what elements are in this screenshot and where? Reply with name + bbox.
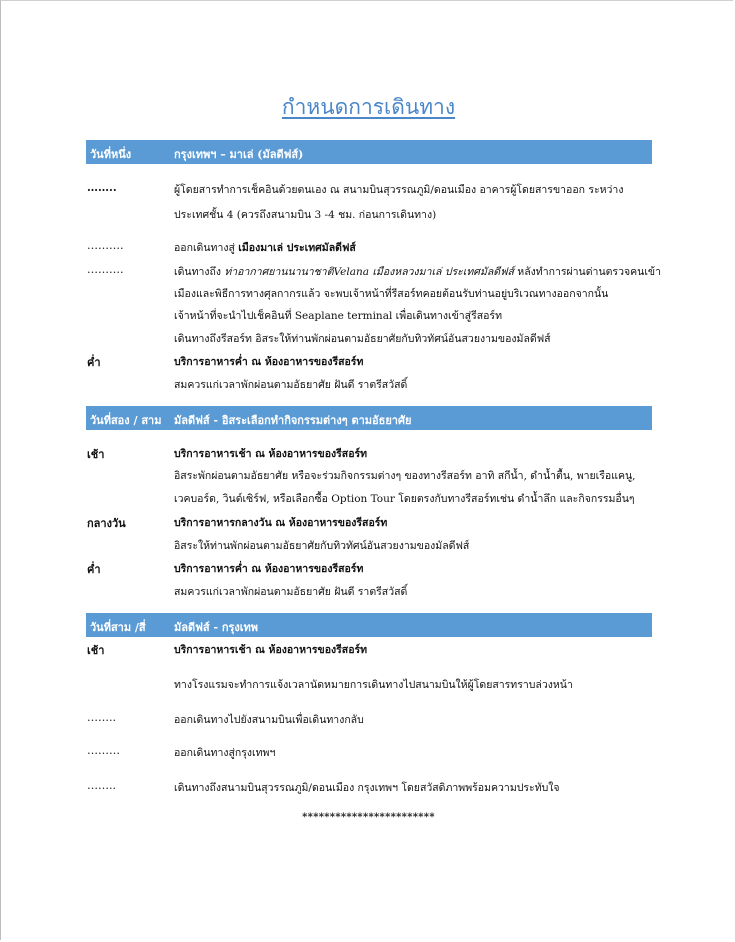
day-header-2	[86, 406, 652, 430]
time-label: กลางวัน	[87, 517, 126, 530]
itinerary-text: ออกเดินทางสู่กรุงเทพฯ	[174, 747, 276, 759]
itinerary-text: สมควรแก่เวลาพักผ่อนตามอัธยาศัย ฝันดี ราตรีสวัสดิ์	[174, 379, 408, 391]
text-part: ออกเดินทางสู่	[174, 242, 239, 254]
text-part: หลังทำการผ่านด่านตรวจคนเข้า	[513, 266, 661, 278]
itinerary-text: ทางโรงแรมจะทำการแจ้งเวลานัดหมายการเดินทางไปสนามบินให้ผู้โดยสารทราบล่วงหน้า	[174, 679, 573, 691]
day-title: มัลดีฟส์ - กรุงเทพ	[174, 621, 259, 634]
itinerary-text: ผู้โดยสารทำการเช็คอินด้วยตนเอง ณ สนามบินสุวรรณภูมิ/ดอนเมือง อาคารผู้โดยสารขาออก ระหว่าง	[174, 184, 624, 196]
time-label: ……..	[87, 181, 117, 194]
itinerary-text: อิสระพักผ่อนตามอัธยาศัย หรือจะร่วมกิจกรรมต่างๆ ของทางรีสอร์ท อาทิ สกีน้ำ, ดำน้ำตื้น, พายเรือแคนู,	[174, 470, 636, 482]
meal-text: บริการอาหารค่ำ ณ ห้องอาหารของรีสอร์ท	[174, 356, 364, 368]
time-label: ……..	[87, 779, 116, 792]
day-title: มัลดีฟส์ - อิสระเลือกทำกิจกรรมต่างๆ ตามอัธยาศัย	[174, 414, 412, 427]
itinerary-text: อิสระให้ท่านพักผ่อนตามอัธยาศัยกับทิวทัศน์อันสวยงามของมัลดีฟส์	[174, 540, 470, 552]
day-label: วันที่สอง / สาม	[90, 414, 162, 427]
time-label: ………	[87, 744, 120, 757]
time-label: ……..	[87, 711, 116, 724]
text-part: เดินทางถึง	[174, 266, 225, 278]
itinerary-text: เวคบอร์ด, วินด์เซิร์ฟ, หรือเลือกซื้อ Option Tour โดยตรงกับทางรีสอร์ทเช่น ดำน้ำลึก และกิจกรรมอื่นๆ	[174, 493, 635, 505]
itinerary-text: เจ้าหน้าที่จะนำไปเช็คอินที่ Seaplane terminal เพื่อเดินทางเข้าสู่รีสอร์ท	[174, 310, 502, 322]
time-label: เช้า	[87, 448, 105, 461]
itinerary-text: สมควรแก่เวลาพักผ่อนตามอัธยาศัย ฝันดี ราตรีสวัสดิ์	[174, 586, 408, 598]
itinerary-text	[174, 263, 661, 280]
day-label: วันที่สาม /สี่	[90, 621, 146, 634]
time-label: ค่ำ	[87, 356, 101, 369]
itinerary-text: ออกเดินทางไปยังสนามบินเพื่อเดินทางกลับ	[174, 714, 364, 726]
destination-text: เมืองมาเล่ ประเทศมัลดีฟส์	[238, 242, 356, 254]
time-label: ค่ำ	[87, 563, 101, 576]
itinerary-text	[174, 239, 356, 256]
day-header-3	[86, 613, 652, 637]
time-label: ……….	[87, 239, 124, 252]
meal-text: บริการอาหารกลางวัน ณ ห้องอาหารของรีสอร์ท	[174, 517, 388, 529]
time-label: เช้า	[87, 644, 105, 657]
meal-text: บริการอาหารเช้า ณ ห้องอาหารของรีสอร์ท	[174, 644, 368, 656]
day-title: กรุงเทพฯ – มาเล่ (มัลดีฟส์)	[174, 148, 304, 161]
itinerary-text: เดินทางถึงสนามบินสุวรรณภูมิ/ดอนเมือง กรุงเทพฯ โดยสวัสดิภาพพร้อมความประทับใจ	[174, 782, 560, 794]
footer-divider: ************************	[302, 812, 435, 823]
day-header-1	[86, 140, 652, 164]
itinerary-text: เมืองและพิธีการทางศุลกากรแล้ว จะพบเจ้าหน้าที่รีสอร์ทคอยต้อนรับท่านอยู่บริเวณทางออกจากนั้น	[174, 288, 609, 300]
page-title: กำหนดการเดินทาง	[281, 95, 456, 119]
itinerary-text: ประเทศชั้น 4 (ควรถึงสนามบิน 3 -4 ชม. ก่อนการเดินทาง)	[174, 209, 437, 221]
meal-text: บริการอาหารเช้า ณ ห้องอาหารของรีสอร์ท	[174, 448, 368, 460]
meal-text: บริการอาหารค่ำ ณ ห้องอาหารของรีสอร์ท	[174, 563, 364, 575]
itinerary-text: เดินทางถึงรีสอร์ท อิสระให้ท่านพักผ่อนตามอัธยาศัยกับทิวทัศน์อันสวยงามของมัลดีฟส์	[174, 333, 551, 345]
time-label: ……….	[87, 263, 124, 276]
airport-text: ท่าอากาศยานนานาชาติVelana เมืองหลวงมาเล่ ประเทศมัลดีฟส์	[224, 266, 514, 278]
day-label: วันที่หนึ่ง	[90, 148, 132, 161]
